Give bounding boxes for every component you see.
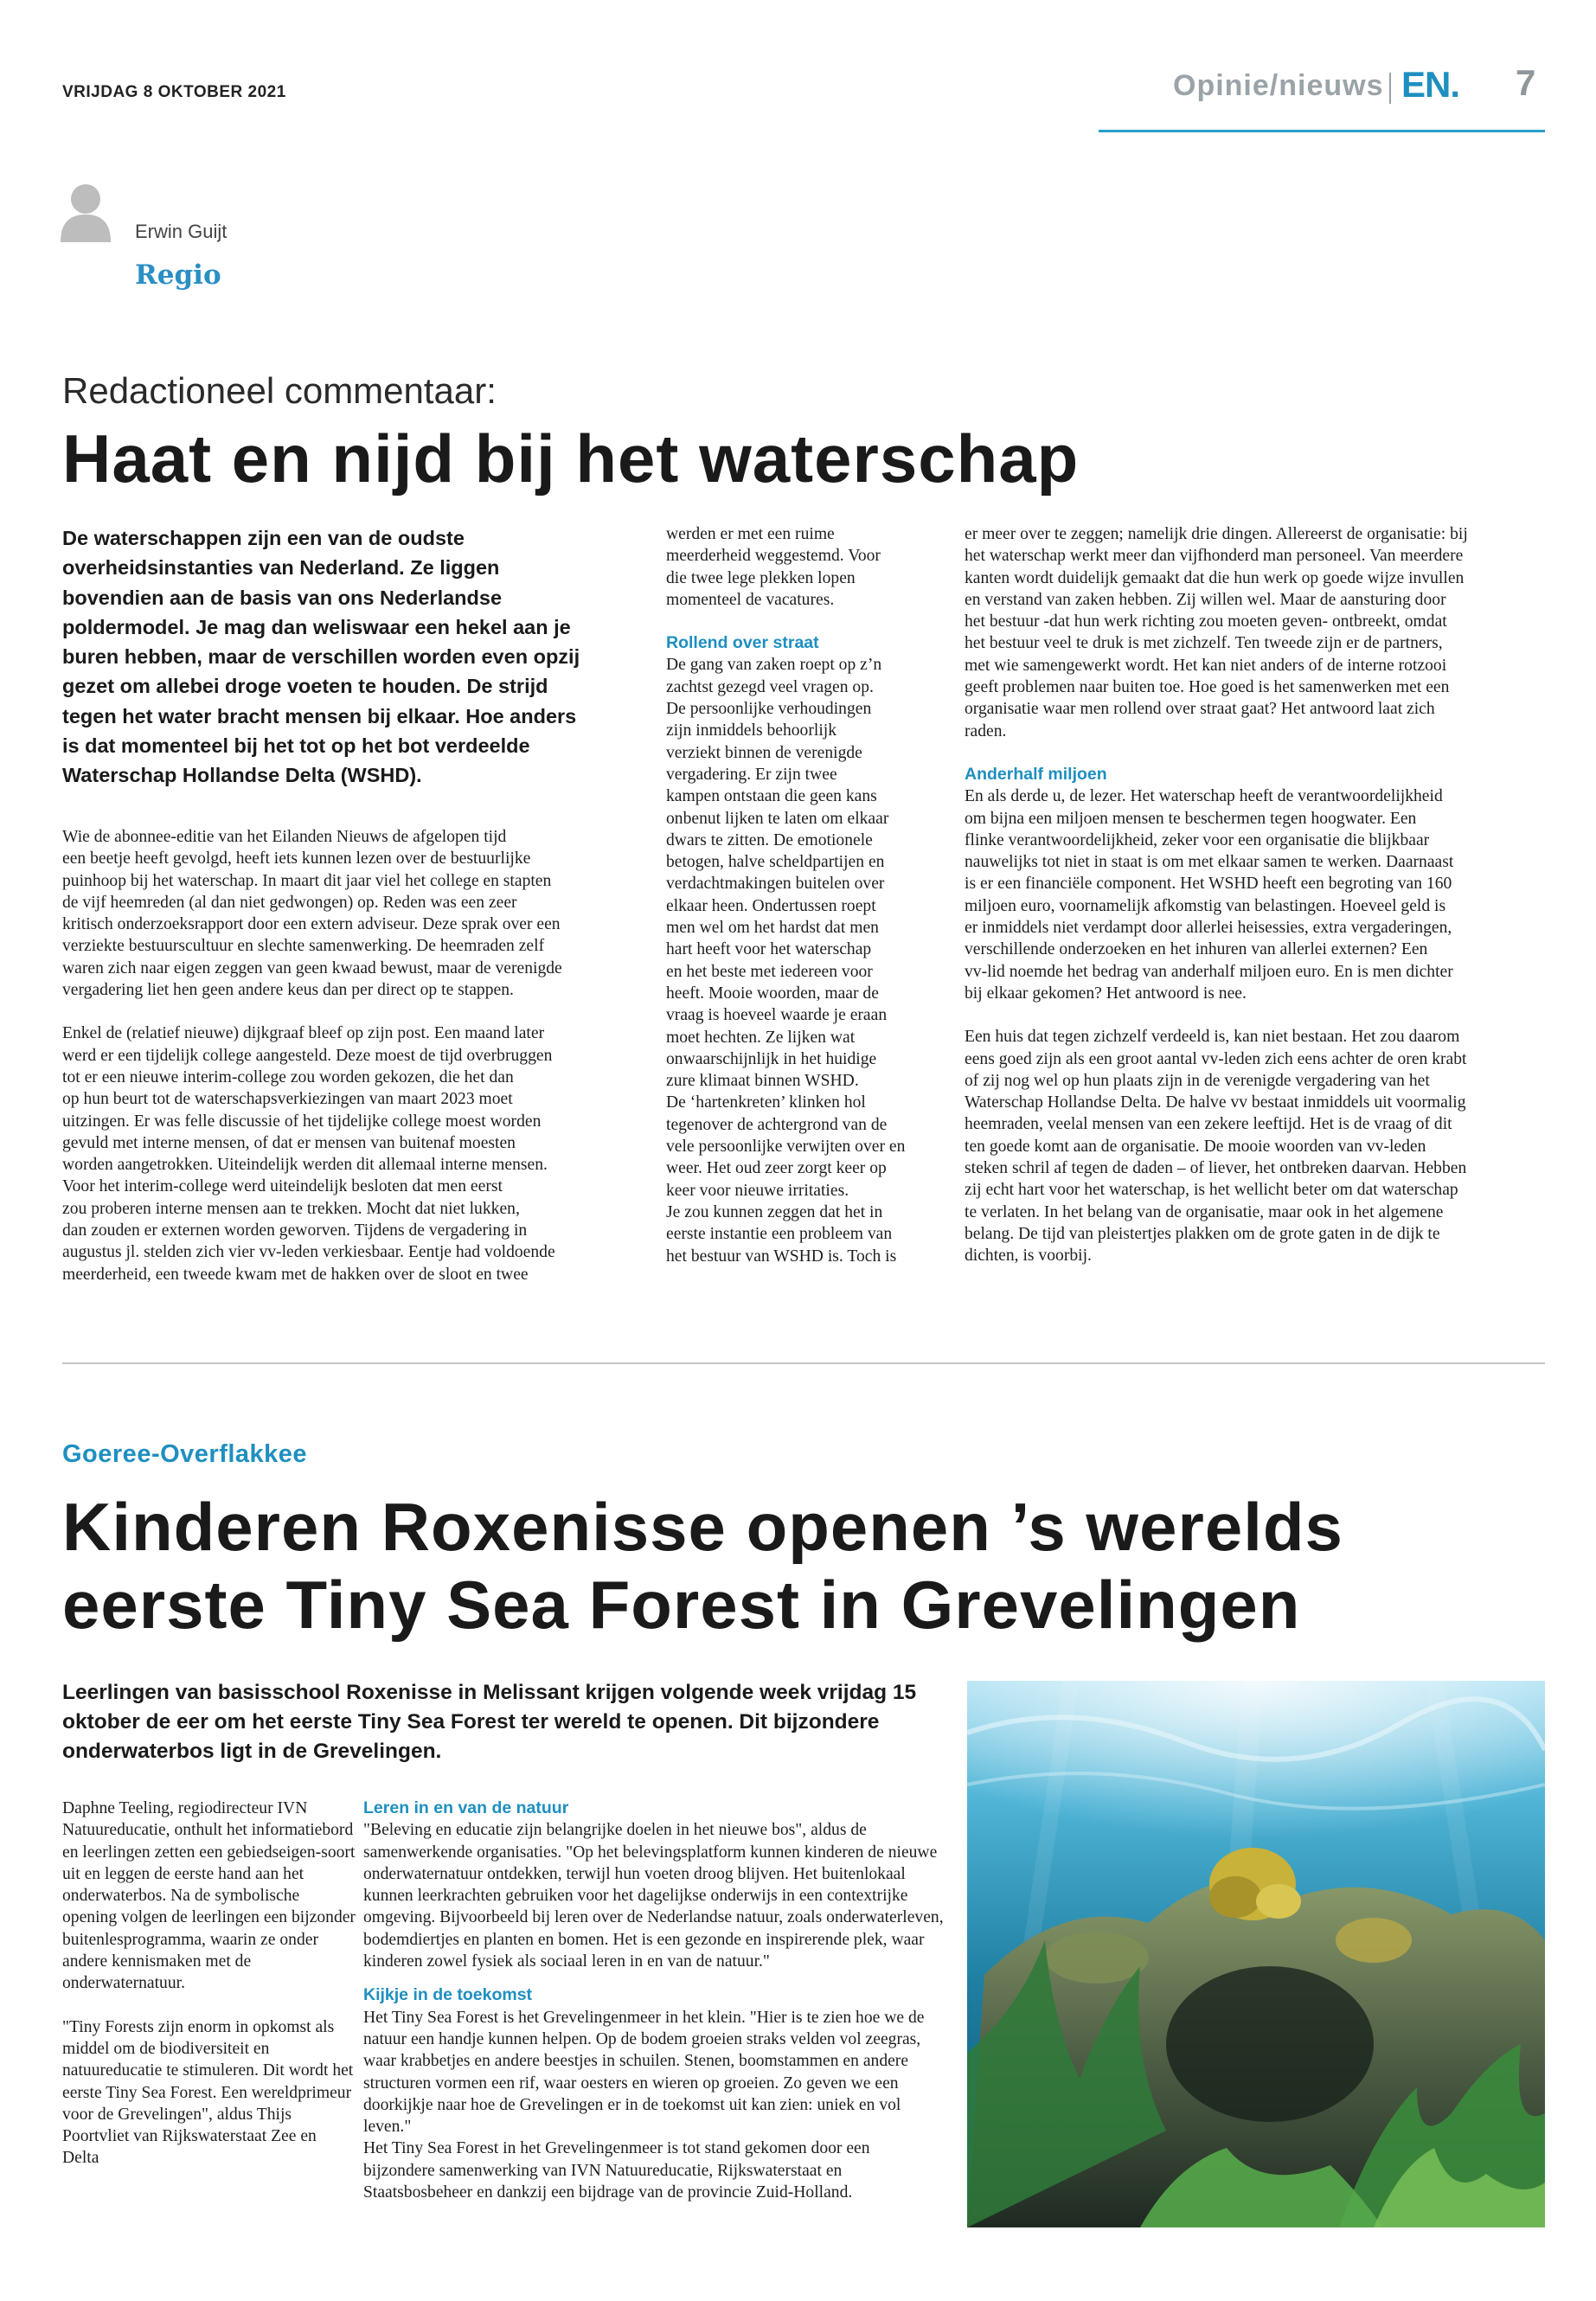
body-line: is er een financiële component. Het WSHD heeft een begroting van 160 <box>965 875 1452 894</box>
body-line: verziekt binnen de verenigde <box>666 743 862 762</box>
body-line: augustus jl. stelden zich vier vv-leden verkiesbaar. Eentje had voldoende <box>62 1243 555 1262</box>
paragraph-gap <box>666 611 943 632</box>
body-line: vergadering liet hen geen andere keus dan per direct op te stappen. <box>62 981 514 1000</box>
body-line: Een huis dat tegen zichzelf verdeeld is, kan niet bestaan. Het zou daarom <box>965 1028 1460 1047</box>
region-label-2: Goeree-Overflakkee <box>62 1440 308 1468</box>
body-line: De gang van zaken roept op z’n <box>666 656 882 675</box>
newspaper-logo <box>1401 64 1459 106</box>
paragraph-gap <box>965 1004 1544 1026</box>
body-line: kampen ontstaan die geen kans <box>666 787 877 806</box>
header-rule <box>1099 130 1545 132</box>
body-line: om bijna een miljoen mensen te beschermen tegen hoogwater. Een <box>965 809 1417 828</box>
body-line: en het beste met iedereen voor <box>666 962 873 981</box>
body-line: eens goed zijn als een groot aantal vv-leden zich eens achter de oren krabt <box>965 1049 1467 1068</box>
body-line: vv-lid noemde het bedrag van anderhalf miljoen euro. En is men dichter <box>965 962 1453 981</box>
body-line: uitzingen. Er was felle discussie of het tijdelijke college moest worden <box>62 1112 542 1131</box>
paragraph-gap <box>965 742 1544 764</box>
subheading-kijkje: Kijkje in de toekomst <box>363 1985 533 2005</box>
body-line: dichten, is voorbij. <box>965 1247 1092 1266</box>
subheading-rollend: Rollend over straat <box>666 633 819 653</box>
body-line: met wie samengewerkt wordt. Het kan niet anders of de interne rotzooi <box>965 656 1447 675</box>
body-line: het bestuur -dat hun werk richting zou moeten geven- ontbreekt, omdat <box>965 612 1447 631</box>
body-paragraph: Daphne Teeling, regiodirecteur IVN Natuureducatie, onthult het informatiebord en leerlingen zetten een gebiedseigen-soort uit en leggen de eerste hand aan het onderwaterbos. Na de symbolische opening volgen de leerlingen een bijzonder buitenlesprogramma, waarin ze onder andere kennismaken met de onderwaternatuur. <box>62 1799 356 1993</box>
body-line: verdachtmakingen buitelen over <box>666 875 885 894</box>
body-line: De persoonlijke verhoudingen <box>666 700 872 719</box>
lead-line: buren hebben, maar de verschillen worden even opzij <box>62 645 580 669</box>
body-line: waren zich naar eigen zeggen van geen kwaad bewust, maar de verenigde <box>62 958 562 977</box>
body-line: hart heeft voor het waterschap <box>666 940 872 959</box>
body-line: zure klimaat binnen WSHD. <box>666 1072 859 1091</box>
body-line: zijn inmiddels behoorlijk <box>666 721 836 740</box>
paragraph-gap <box>62 1995 356 2016</box>
body-line: bij elkaar gekomen? Het antwoord is nee. <box>965 984 1247 1003</box>
lead-line: poldermodel. Je mag dan weliswaar een hekel aan je <box>62 615 571 638</box>
section-title: Opinie/nieuws <box>1173 69 1384 102</box>
body-line: moet hechten. Ze lijken wat <box>666 1028 856 1047</box>
body-line: tot er een nieuwe interim-college zou worden gekozen, die het dan <box>62 1067 514 1086</box>
article-column-3 <box>965 523 1544 1267</box>
lead-line: tegen het water bracht mensen bij elkaar. Hoe anders <box>62 704 577 727</box>
body-line: worden aangetrokken. Uiteindelijk werden dit allemaal interne mensen. <box>62 1156 548 1175</box>
paragraph-gap <box>62 1001 633 1022</box>
article2-column-2 <box>363 1798 945 2203</box>
lead-line: bovendien aan de basis van ons Nederlandse <box>62 586 503 609</box>
article-lead-2: Leerlingen van basisschool Roxenisse in Melissant krijgen volgende week vrijdag 15 oktober de eer om het eerste Tiny Sea Forest ter wereld te openen. Dit bijzondere onderwaterbos ligt in de Grevelingen. <box>62 1681 917 1763</box>
body-line: weer. Het oud zeer zorgt keer op <box>666 1159 887 1178</box>
body-line: tegenover de achtergrond van de <box>666 1115 888 1134</box>
page-number: 7 <box>1516 62 1536 103</box>
body-line: nauwelijks tot niet in staat is om met elkaar samen te werken. Daarnaast <box>965 853 1454 872</box>
body-line: elkaar heen. Ondertussen roept <box>666 896 876 915</box>
body-line: men wel om het hardst dat men <box>666 919 879 938</box>
body-line: het bestuur van WSHD is. Toch is <box>666 1247 897 1266</box>
body-line: zachtst gezegd veel vragen op. <box>666 677 874 696</box>
body-paragraph: "Beleving en educatie zijn belangrijke doelen in het nieuwe bos", aldus de samenwerkende organisaties. "Op het belevingsplatform kunnen kinderen de nieuwe onderwaternatuur ontdekken, terwijl hun voeten droog blijven. Het buitenlokaal kunnen leerkrachten gebruiken voor het dagelijkse onderwijs in een contextrijke omgeving. Bijvoorbeeld bij leren over de Nederlandse natuur, zoals onderwaterleven, bodemdiertjes en planten en bomen. Het is een gezonde en inspirerende plek, waar kinderen zowel fysiek als sociaal leren in en van de natuur." <box>363 1821 944 1971</box>
article2-column-1 <box>62 1798 356 2170</box>
body-line: eerste instantie een probleem van <box>666 1225 893 1244</box>
body-line: kritisch onderzoeksrapport door een extern adviseur. Deze sprak over een <box>62 915 561 934</box>
header-separator <box>1389 73 1391 104</box>
body-line: werden er met een ruime <box>666 525 835 543</box>
body-line: er inmiddels niet verdampt door allerlei heisessies, extra vergaderingen, <box>965 919 1452 938</box>
body-line: vergadering. Er zijn twee <box>666 765 837 784</box>
lead-line: De waterschappen zijn een van de oudste <box>62 527 465 549</box>
body-line: werd er een tijdelijk college aangesteld. Deze moest de tijd overbruggen <box>62 1046 553 1065</box>
body-line: meerderheid, een tweede kwam met de hakken over de sloot en twee <box>62 1265 529 1284</box>
body-line: onwaarschijnlijk in het huidige <box>666 1049 877 1068</box>
body-line: verziekte bestuurscultuur en slechte samenwerking. De heemraden zelf <box>62 937 545 956</box>
lead-line: is dat momenteel bij het tot op het bot verdeelde <box>62 734 530 758</box>
body-line: belang. De tijd van pleistertjes plakken om de grote gaten in de dijk te <box>965 1224 1440 1243</box>
body-line: puinhoop bij het waterschap. In maart dit jaar viel het college en stapten <box>62 871 552 890</box>
article-lead <box>62 523 633 791</box>
body-line: vele persoonlijke verwijten over en <box>666 1138 906 1157</box>
article-headline-2 <box>62 1488 1343 1644</box>
author-name: Erwin Guijt <box>135 221 228 242</box>
body-paragraph: Het Tiny Sea Forest in het Grevelingenmeer is tot stand gekomen door een bijzondere samenwerking van IVN Natuureducatie, Rijkswaterstaat en Staatsbosbeheer en dankzij een bijdrage van de provincie Zuid-Holland. <box>363 2139 870 2202</box>
paragraph-gap <box>363 1972 945 1984</box>
body-line: organisatie waar men rollend over straat gaat? Het antwoord laat zich <box>965 700 1435 719</box>
body-line: steken schril af tegen de daden – of liever, het ontbreken daarvan. Hebben <box>965 1159 1467 1178</box>
body-line: verschillende onderzoeken en het inhuren van allerlei externen? Een <box>965 940 1428 959</box>
body-paragraph: "Tiny Forests zijn enorm in opkomst als middel om de biodiversiteit en natuureducatie te stimuleren. Dit wordt het eerste Tiny Sea Forest. Een wereldprimeur voor de Grevelingen", aldus Thijs Poortvliet van Rijkswaterstaat Zee en Delta <box>62 2017 354 2168</box>
body-line: Waterschap Hollandse Delta. De halve vv bestaat inmiddels uit voormalig <box>965 1093 1466 1112</box>
logo-dot: . <box>1450 64 1460 105</box>
body-line: raden. <box>965 721 1007 740</box>
body-line: zij echt hart voor het waterschap, is het wellicht beter om dat waterschap <box>965 1181 1458 1200</box>
body-line: momenteel de vacatures. <box>666 590 835 609</box>
subheading-leren: Leren in en van de natuur <box>363 1798 569 1817</box>
article-headline: Haat en nijd bij het waterschap <box>62 420 1080 497</box>
body-line: de vijf heemreden (al dan niet gedwongen) op. Reden was een zeer <box>62 893 517 912</box>
body-line: die twee lege plekken lopen <box>666 568 856 587</box>
body-line: Wie de abonnee-editie van het Eilanden Nieuws de afgelopen tijd <box>62 828 507 846</box>
article-divider <box>62 1362 1545 1364</box>
body-line: heemraden, veelal mensen van een zekere leeftijd. Het is de vraag of dit <box>965 1115 1452 1134</box>
body-line: Enkel de (relatief nieuwe) dijkgraaf bleef op zijn post. Een maand later <box>62 1024 545 1043</box>
article-column-2 <box>666 523 943 1267</box>
body-line: zou proberen interne mensen aan te trekken. Mocht dat niet lukken, <box>62 1199 520 1218</box>
body-line: een beetje heeft gevolgd, heeft iets kunnen lezen over de bestuurlijke <box>62 849 531 868</box>
body-line: het bestuur veel te druk is met zichzelf. Ten tweede zijn er de partners, <box>965 634 1443 653</box>
body-line: te verlaten. In het belang van de organisatie, maar ook in het algemene <box>965 1202 1444 1221</box>
body-line: er meer over te zeggen; namelijk drie dingen. Allereerst de organisatie: bij <box>965 525 1468 543</box>
body-line: heeft. Mooie woorden, maar de <box>666 984 879 1003</box>
headline-line: Kinderen Roxenisse openen ’s werelds <box>62 1489 1343 1565</box>
body-line: onbenut lijken te laten om elkaar <box>666 809 889 828</box>
issue-date: VRIJDAG 8 OKTOBER 2021 <box>62 83 286 101</box>
body-line: keer voor nieuwe irritaties. <box>666 1181 849 1200</box>
body-line: dwars te zitten. De emotionele <box>666 830 873 849</box>
region-label: Regio <box>135 260 221 291</box>
subheading-anderhalf: Anderhalf miljoen <box>965 764 1107 784</box>
body-line: ten goede komt aan de organisatie. De mooie woorden van vv-leden <box>965 1137 1426 1156</box>
body-line: vraag is hoeveel waarde je eraan <box>666 1006 888 1025</box>
body-line: gevuld met interne mensen, of dat er mensen van buitenaf moesten <box>62 1133 516 1152</box>
body-line: En als derde u, de lezer. Het waterschap heeft de verantwoordelijkheid <box>965 787 1443 806</box>
body-line: De ‘hartenkreten’ klinken hol <box>666 1093 866 1112</box>
body-line: en verstand van zaken hebben. Zij willen wel. Maar de aansturing door <box>965 590 1446 609</box>
logo-text: EN <box>1401 64 1451 105</box>
body-line: kanten wordt duidelijk gemaakt dat die hun werk op goede wijze invullen <box>965 568 1465 587</box>
body-paragraph: Het Tiny Sea Forest is het Grevelingenmeer in het klein. "Hier is te zien hoe we de natuur een handje kunnen helpen. Op de bodem groeien straks velden vol zeegras, waar krabbetjes en andere beestjes in schuilen. Stenen, boomstammen en andere structuren vormen een rif, waar oesters en wieren op groeien. Zo geven we een doorkijkje naar hoe de Grevelingen er in de toekomst uit kan zien: uniek en vol leven." <box>363 2008 925 2137</box>
body-line: meerderheid weggestemd. Voor <box>666 547 881 566</box>
body-line: of zij nog wel op hun plaats zijn in de verenigde vergadering van het <box>965 1071 1430 1090</box>
lead-line: overheidsinstanties van Nederland. Ze liggen <box>62 556 500 580</box>
body-line: betogen, halve scheldpartijen en <box>666 853 885 872</box>
author-avatar-icon <box>59 182 112 242</box>
article-column-1 <box>62 826 633 1285</box>
body-line: Je zou kunnen zeggen dat het in <box>666 1202 883 1221</box>
body-line: Voor het interim-college werd uiteindelijk besloten dat men eerst <box>62 1177 503 1196</box>
lead-line: Waterschap Hollandse Delta (WSHD). <box>62 764 422 787</box>
body-line: op hun beurt tot de waterschapsverkiezingen van maart 2023 moet <box>62 1090 513 1109</box>
body-line: geeft problemen naar buiten toe. Hoe goed is het samenwerken met een <box>965 678 1450 697</box>
lead-line: gezet om allebei droge voeten te houden. De strijd <box>62 675 548 698</box>
body-line: miljoen euro, voornamelijk afkomstig van belastingen. Hoeveel geld is <box>965 896 1446 915</box>
body-line: het waterschap werkt meer dan vijfhonderd man personeel. Van meerdere <box>965 547 1464 566</box>
underwater-photo <box>967 1681 1545 2227</box>
headline-line: eerste Tiny Sea Forest in Grevelingen <box>62 1567 1301 1643</box>
article-kicker: Redactioneel commentaar: <box>62 370 497 411</box>
body-line: dan zouden er externen worden geworven. Tijdens de vergadering in <box>62 1221 528 1240</box>
body-line: flinke verantwoordelijkheid, zeker voor een organisatie die blijkbaar <box>965 830 1430 849</box>
